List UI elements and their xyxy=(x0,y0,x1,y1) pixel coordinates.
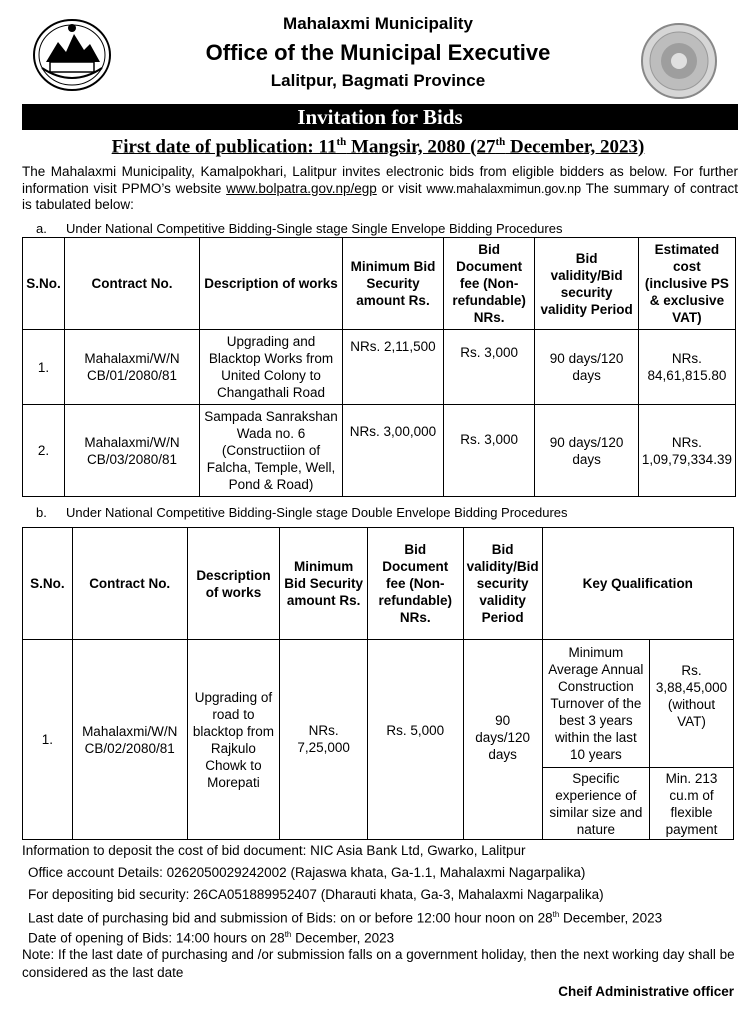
section-b-label: b. Under National Competitive Bidding-Single stage Double Envelope Bidding Procedures xyxy=(36,505,568,520)
info-bid-security-account: For depositing bid security: 26CA051889952407 (Dharauti khata, Ga-3, Mahalaxmi Nagarpalika) xyxy=(28,887,604,902)
signature-title: Cheif Administrative officer xyxy=(558,984,734,999)
municipality-website: www.mahalaxmimun.gov.np xyxy=(426,181,582,196)
header-document-fee: Bid Document fee (Non-refundable) NRs. xyxy=(367,528,463,640)
qualification-value: Rs. 3,88,45,000 (without VAT) xyxy=(650,640,734,768)
letterhead xyxy=(0,0,756,100)
invitation-banner: Invitation for Bids xyxy=(22,104,738,130)
municipality-logo-icon xyxy=(640,22,718,100)
section-b-table xyxy=(22,527,734,840)
header-bid-security: Minimum Bid Security amount Rs. xyxy=(342,238,443,330)
municipality-name: Mahalaxmi Municipality xyxy=(283,14,473,33)
office-name: Office of the Municipal Executive xyxy=(205,40,551,65)
header-document-fee: Bid Document fee (Non-refundable) NRs. xyxy=(443,238,534,330)
header-estimated-cost: Estimated cost (inclusive PS & exclusive VAT) xyxy=(638,238,735,330)
info-bank: Information to deposit the cost of bid document: NIC Asia Bank Ltd, Gwarko, Lalitpur xyxy=(22,843,526,858)
header-sno: S.No. xyxy=(23,528,73,640)
header-validity: Bid validity/Bid security validity Period xyxy=(463,528,542,640)
holiday-note: Note: If the last date of purchasing and /or submission falls on a government holiday, then the next working day shall be considered as the last date xyxy=(22,947,735,980)
ppmo-link[interactable]: www.bolpatra.gov.np/egp xyxy=(226,180,377,196)
header-description: Description of works xyxy=(200,238,343,330)
header-contract-no: Contract No. xyxy=(64,238,199,330)
header-contract-no: Contract No. xyxy=(72,528,187,640)
header-validity: Bid validity/Bid security validity Period xyxy=(535,238,639,330)
table-row: 1. Mahalaxmi/W/N CB/02/2080/81 Upgrading of road to blacktop from Rajkulo Chowk to Morepati NRs. 7,25,000 Rs. 5,000 90 days/120 days Minimum Average Annual Construction Turnover of the best 3 years within the last 10 years Rs. 3,88,45,000 (without VAT) xyxy=(23,640,734,768)
info-office-account: Office account Details: 0262050029242002 (Rajaswa khata, Ga-1.1, Mahalaxmi Nagarpalika) xyxy=(28,865,586,880)
intro-paragraph: The Mahalaxmi Municipality, Kamalpokhari, Lalitpur invites electronic bids from eligible bidders as below. For further information visit PPMO’s website www.bolpatra.gov.np/egp or visit www.mahalaxmimun.gov.np The summary of contract is tabulated below: xyxy=(22,164,738,212)
header-description: Description of works xyxy=(187,528,280,640)
qualification-criterion: Specific experience of similar size and nature xyxy=(542,768,649,840)
header-key-qualification: Key Qualification xyxy=(542,528,733,640)
header-sno: S.No. xyxy=(23,238,65,330)
table-row: 2. Mahalaxmi/W/N CB/03/2080/81 Sampada Sanrakshan Wada no. 6 (Constructiion of Falcha, Temple, Well, Pond & Road) NRs. 3,00,000 Rs. 3,000 90 days/120 days NRs. 1,09,79,334.39 xyxy=(23,405,736,497)
info-opening-date: Date of opening of Bids: 14:00 hours on 28th December, 2023 xyxy=(28,930,395,946)
qualification-value: Min. 213 cu.m of flexible payment xyxy=(650,768,734,840)
table-row: 1. Mahalaxmi/W/N CB/01/2080/81 Upgrading and Blacktop Works from United Colony to Changathali Road NRs. 2,11,500 Rs. 3,000 90 days/120 days NRs. 84,61,815.80 xyxy=(23,330,736,405)
section-a-label: a. Under National Competitive Bidding-Single stage Single Envelope Bidding Procedures xyxy=(36,221,563,236)
section-a-table xyxy=(22,237,736,497)
qualification-criterion: Minimum Average Annual Construction Turnover of the best 3 years within the last 10 years xyxy=(542,640,649,768)
info-last-date: Last date of purchasing bid and submission of Bids: on or before 12:00 hour noon on 28th December, 2023 xyxy=(28,910,663,926)
publication-date: First date of publication: 11th Mangsir, 2080 (27th December, 2023) xyxy=(111,136,645,158)
office-location: Lalitpur, Bagmati Province xyxy=(270,71,486,90)
header-bid-security: Minimum Bid Security amount Rs. xyxy=(280,528,368,640)
